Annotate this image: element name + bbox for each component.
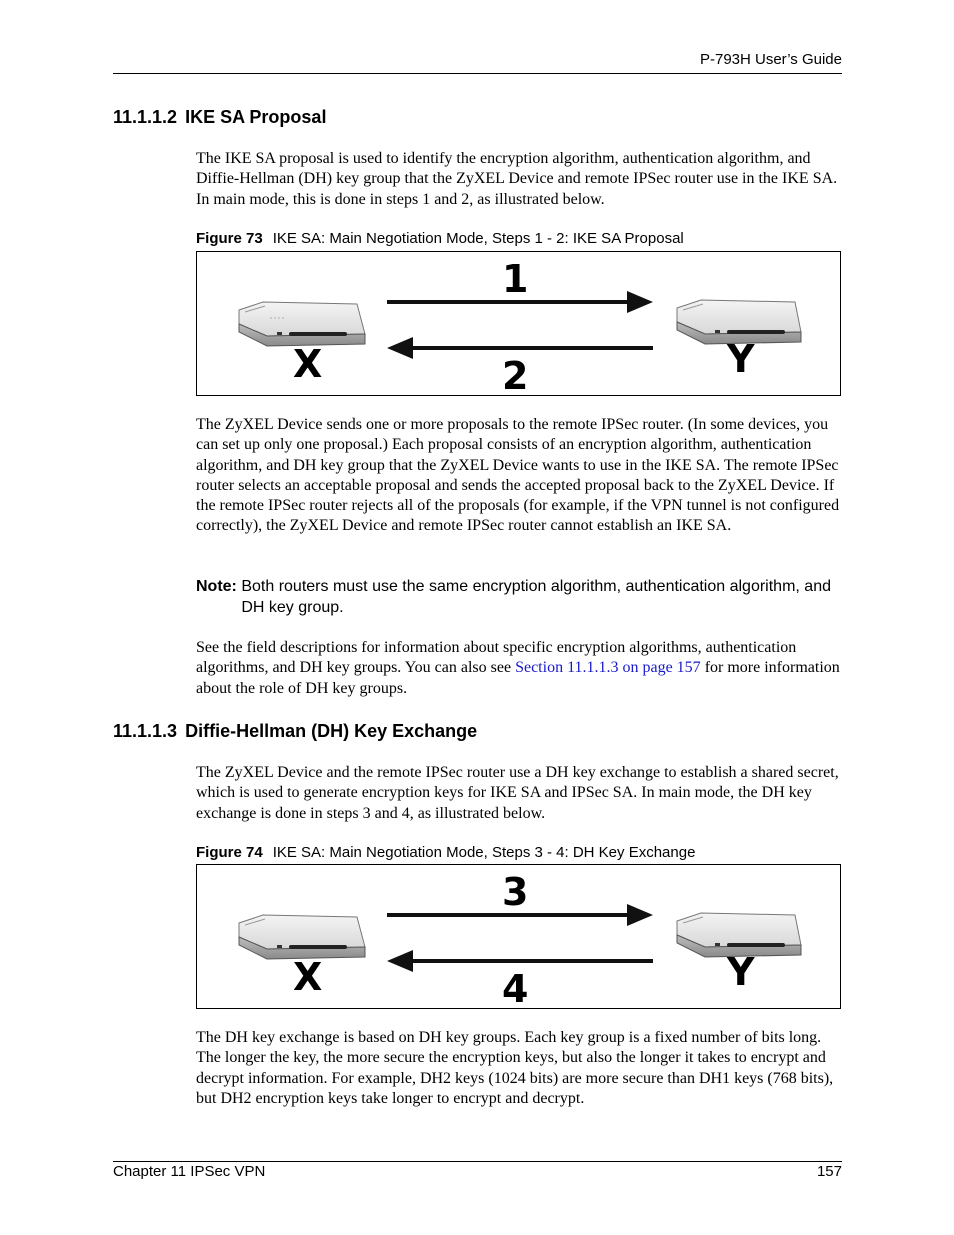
section-title: IKE SA Proposal [185, 107, 327, 127]
note-block [196, 577, 846, 618]
ike-proposal-diagram [197, 252, 842, 397]
figure-label: Figure 73 [196, 230, 263, 247]
step-number-bottom: 4 [502, 967, 529, 1010]
paragraph-dh-intro: The ZyXEL Device and the remote IPSec router use a DH key exchange to establish a shared secret, which is used to generate encryption keys for IKE SA and IPSec SA. In main mode, the DH key exchange is done in steps 3 and 4, as illustrated below. [196, 764, 839, 822]
footer-rule [113, 1161, 842, 1162]
paragraph-ike-sa-intro: The IKE SA proposal is used to identify the encryption algorithm, authentication algorithm, and Diffie-Hellman (DH) key group that the ZyXEL Device and remote IPSec router use in the IKE SA. In main mode, this is done in steps 1 and 2, as illustrated below. [196, 150, 838, 208]
section-number: 11.1.1.3 [113, 721, 178, 741]
paragraph-field-descriptions [196, 638, 844, 699]
header-rule [113, 73, 842, 74]
device-label-y: Y [727, 337, 755, 381]
section-cross-reference-link[interactable]: Section 11.1.1.3 on page 157 [515, 659, 701, 677]
footer-chapter: Chapter 11 IPSec VPN [113, 1163, 266, 1180]
footer-page-number: 157 [816, 1163, 842, 1180]
figure-caption-text: IKE SA: Main Negotiation Mode, Steps 1 - 2: IKE SA Proposal [272, 230, 684, 247]
section-heading-ike-sa-proposal [113, 107, 326, 128]
paragraph-text-after-link: for more information about the role of DH key groups. [196, 659, 840, 697]
figure-73-diagram [196, 251, 841, 396]
dh-exchange-diagram [197, 865, 842, 1010]
note-text: Both routers must use the same encryption algorithm, authentication algorithm, and DH key group. [241, 578, 831, 616]
figure-74-caption [196, 844, 695, 861]
note-label: Note: [196, 578, 237, 595]
figure-caption-text: IKE SA: Main Negotiation Mode, Steps 3 - 4: DH Key Exchange [272, 844, 696, 861]
figure-73-caption [196, 230, 684, 247]
step-number-top: 1 [502, 257, 529, 301]
paragraph-proposal-details: The ZyXEL Device sends one or more proposals to the remote IPSec router. (In some devices, you can set up only one proposal.) Each proposal consists of an encryption algorithm, authentication algorithm, and DH key group that the ZyXEL Device wants to use in the IKE SA. The remote IPSec router selects an acceptable proposal and sends the accepted proposal back to the ZyXEL Device. If the remote IPSec router rejects all of the proposals (for example, if the VPN tunnel is not configured correctly), the ZyXEL Device and remote IPSec router cannot establish an IKE SA. [196, 416, 840, 535]
step-number-top: 3 [502, 870, 529, 914]
section-number: 11.1.1.2 [113, 107, 178, 127]
section-title: Diffie-Hellman (DH) Key Exchange [185, 721, 478, 741]
section-heading-dh-key-exchange [113, 721, 477, 742]
step-number-bottom: 2 [502, 354, 529, 397]
running-header-title: P-793H User’s Guide [699, 51, 842, 68]
router-x-icon [239, 915, 365, 959]
router-x-icon [239, 302, 365, 346]
figure-label: Figure 74 [196, 844, 263, 861]
device-label-x: X [293, 955, 323, 999]
device-label-y: Y [727, 950, 755, 994]
paragraph-text-before-link: See the field descriptions for information about specific encryption algorithms, authentication algorithms, and DH key groups. You can also see [196, 639, 797, 677]
figure-74-diagram [196, 864, 841, 1009]
paragraph-dh-key-groups: The DH key exchange is based on DH key groups. Each key group is a fixed number of bits long. The longer the key, the more secure the encryption keys, but also the longer it takes to encrypt and decrypt information. For example, DH2 keys (1024 bits) are more secure than DH1 keys (768 bits), but DH2 encryption keys take longer to encrypt and decrypt. [196, 1029, 834, 1107]
device-label-x: X [293, 342, 323, 386]
